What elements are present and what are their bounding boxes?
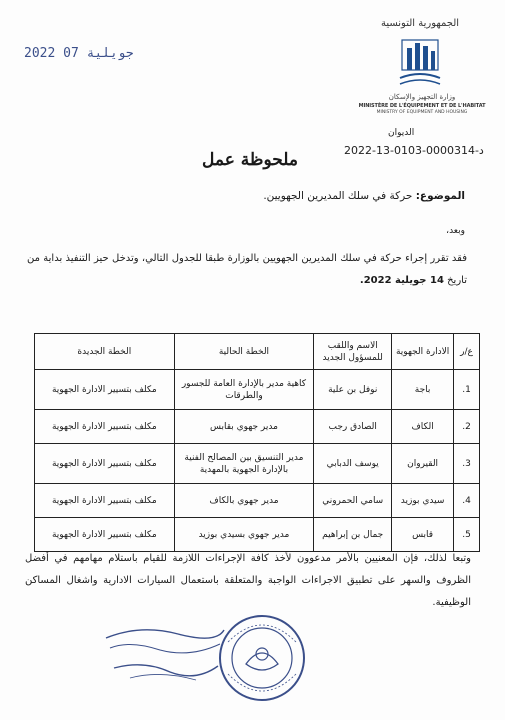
cell-directorate: قابس	[392, 518, 454, 552]
cell-num: 4.	[454, 484, 480, 518]
intro-text: فقد تقرر إجراء حركة في سلك المديرين الجهويين بالوزارة طبقا للجدول التالي، وتدخل حيز التنفيذ بداية من	[27, 253, 467, 264]
cell-directorate: الكاف	[392, 410, 454, 444]
cell-directorate: سيدي بوزيد	[392, 484, 454, 518]
table-row	[35, 484, 480, 518]
cell-current-post: مدير جهوي بالكاف	[174, 484, 314, 518]
signature-stamp-icon	[100, 620, 230, 690]
cell-name: جمال بن إبراهيم	[314, 518, 392, 552]
cell-current-post: مدير التنسيق بين المصالح الفنية بالإدارة الجهوية بالمهدية	[174, 444, 314, 484]
cell-current-post: مدير جهوي بقابس	[174, 410, 314, 444]
cell-new-post: مكلف بتسيير الادارة الجهوية	[35, 444, 175, 484]
ministry-logo-icon	[398, 34, 442, 92]
ministry-name-fr: MINISTÈRE DE L'ÉQUIPEMENT ET DE L'HABITAT	[358, 103, 486, 109]
cell-name: الصادق رجب	[314, 410, 392, 444]
cell-new-post: مكلف بتسيير الادارة الجهوية	[35, 410, 175, 444]
cell-num: 1.	[454, 370, 480, 410]
official-seal-icon	[216, 612, 308, 704]
col-header-name: الاسم واللقب للمسؤول الجديد	[314, 334, 392, 370]
col-header-num: ع/ر	[454, 334, 480, 370]
cell-name: سامي الحمروني	[314, 484, 392, 518]
subject-text: حركة في سلك المديرين الجهويين.	[263, 190, 413, 202]
ministry-name-ar: وزارة التجهيز والإسكان	[388, 93, 456, 101]
cell-new-post: مكلف بتسيير الادارة الجهوية	[35, 484, 175, 518]
ministry-name-en: MINISTRY OF EQUIPMENT AND HOUSING	[376, 110, 468, 115]
cell-num: 2.	[454, 410, 480, 444]
cell-current-post: كاهية مدير بالإدارة العامة للجسور والطرقات	[174, 370, 314, 410]
intro-paragraph	[27, 248, 467, 292]
transfers-table	[34, 333, 480, 552]
intro-date: 14 جويلية 2022.	[359, 275, 444, 286]
cell-current-post: مدير جهوي بسيدي بوزيد	[174, 518, 314, 552]
col-header-current-post: الخطة الحالية	[174, 334, 314, 370]
table-row	[35, 410, 480, 444]
reference-number: د-0000314-0103-13-2022	[344, 144, 484, 157]
col-header-new-post: الخطة الجديدة	[35, 334, 175, 370]
subject-label: الموضوع:	[415, 190, 465, 202]
cell-new-post: مكلف بتسيير الادارة الجهوية	[35, 518, 175, 552]
table-header-row	[35, 334, 480, 370]
date-stamp: 2022 جويلية 07	[24, 46, 134, 61]
subject-line	[45, 190, 465, 202]
col-header-directorate: الادارة الجهوية	[392, 334, 454, 370]
closing-paragraph: وتبعا لذلك، فإن المعنيين بالأمر مدعوون لأخذ كافة الإجراءات اللازمة للقيام باستلام مهامهم في أفضل الظروف والسهر على تطبيق الاجراءات الواجبة والمتعلقة باستعمال السيارات الادارية واشغال المساكن الوظيفية.	[25, 553, 471, 608]
cell-directorate: القيروان	[392, 444, 454, 484]
cell-num: 5.	[454, 518, 480, 552]
table-row	[35, 370, 480, 410]
office-label: الديوان	[388, 128, 415, 138]
cell-directorate: باجة	[392, 370, 454, 410]
republic-heading: الجمهورية التونسية	[380, 18, 460, 29]
table-row	[35, 518, 480, 552]
cell-new-post: مكلف بتسيير الادارة الجهوية	[35, 370, 175, 410]
cell-name: نوفل بن علية	[314, 370, 392, 410]
table-row	[35, 444, 480, 484]
cell-name: يوسف الدبابي	[314, 444, 392, 484]
greeting: وبعد،	[446, 226, 465, 236]
cell-num: 3.	[454, 444, 480, 484]
intro-date-prefix: تاريخ	[447, 275, 467, 286]
document-title: ملحوظة عمل	[202, 150, 298, 170]
